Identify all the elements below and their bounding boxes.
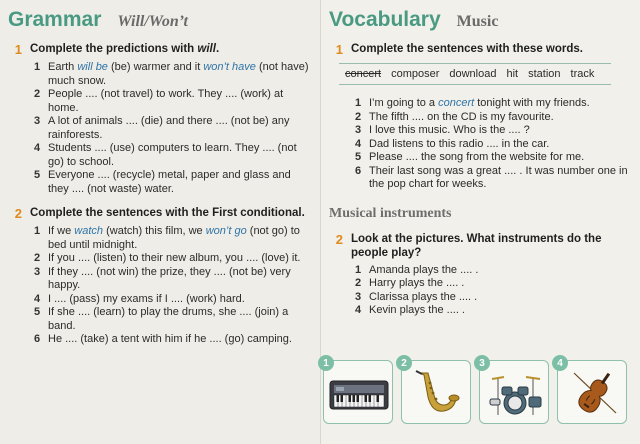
section-title: Musical instruments <box>329 205 452 221</box>
answer-text: concert <box>438 97 475 109</box>
grammar-subtitle: Will/Won’t <box>117 13 188 30</box>
list-item: 1 I’m going to a concert tonight with my friends. <box>355 97 590 109</box>
exercise-number: 2 <box>14 206 22 221</box>
picture-badge: 1 <box>318 355 334 371</box>
list-item: 4 Students .... (use) computers to learn. They .... (not go) to school. <box>34 142 297 168</box>
list-item: 4 I .... (pass) my exams if I .... (work) hard. <box>34 292 245 305</box>
list-item: 5 Please .... the song from the website for me. <box>355 151 585 163</box>
list-item: 5 Everyone .... (recycle) metal, paper and glass and they .... (not waste) water. <box>34 169 291 195</box>
vocabulary-ex1-items <box>329 97 630 192</box>
list-item: 3 A lot of animals .... (die) and there .... (not be) any rainforests. <box>34 115 290 141</box>
list-item: 1 Earth will be (be) warmer and it won’t have (not have) much snow. <box>34 61 309 87</box>
exercise-instruction: Complete the predictions with will. <box>30 43 220 55</box>
saxophone-icon <box>406 369 468 419</box>
violin-icon <box>562 369 624 419</box>
word-hit: hit <box>506 68 519 80</box>
instruments-items <box>329 264 630 318</box>
answer-text: will be <box>77 61 108 73</box>
list-item: 6 Their last song was a great .... . It was number one in the pop chart for weeks. <box>355 164 628 190</box>
exercise-number: 2 <box>335 231 343 247</box>
exercise-instruction: Complete the sentences with the First conditional. <box>30 207 305 219</box>
list-item: 4 Kevin plays the .... . <box>355 304 465 316</box>
list-item: 1 Amanda plays the .... . <box>355 263 479 276</box>
word-station: station <box>528 68 561 80</box>
picture-badge: 3 <box>474 355 490 371</box>
answer-text: won’t go <box>205 225 247 237</box>
picture-violin <box>557 357 627 424</box>
instrument-pictures <box>323 357 627 424</box>
drum-kit-icon <box>484 369 546 419</box>
list-item: 2 The fifth .... on the CD is my favourite. <box>355 110 554 123</box>
list-item: 2 If you .... (listen) to their new album, you .... (love) it. <box>34 252 301 264</box>
exercise-instruction: Complete the sentences with these words. <box>351 43 583 55</box>
picture-badge: 2 <box>396 355 412 371</box>
exercise-instruction: Look at the pictures. What instruments do the people play? <box>351 232 602 259</box>
word-track: track <box>570 68 595 80</box>
list-item: 2 People .... (not travel) to work. They .... (work) at home. <box>34 88 284 114</box>
vocabulary-exercise-1 <box>329 42 630 57</box>
picture-badge: 4 <box>552 355 568 371</box>
grammar-heading <box>8 8 310 32</box>
picture-saxophone <box>401 357 471 424</box>
list-item: 3 I love this music. Who is the .... ? <box>355 124 530 136</box>
keyboard-icon <box>328 369 390 419</box>
list-item: 2 Harry plays the .... . <box>355 277 465 289</box>
list-item: 6 He .... (take) a tent with him if he .... (go) camping. <box>34 333 292 345</box>
answer-text: won’t have <box>203 61 256 73</box>
vocabulary-title: Vocabulary <box>329 8 441 31</box>
list-item: 1 If we watch (watch) this film, we won’t go (not go) to bed until midnight. <box>34 225 300 251</box>
grammar-ex2-items <box>8 225 310 347</box>
exercise-number: 1 <box>335 42 343 57</box>
grammar-exercise-1 <box>8 42 310 57</box>
vocabulary-page <box>320 0 640 444</box>
word-box <box>339 63 611 85</box>
word-composer: composer <box>391 68 440 80</box>
list-item: 4 Dad listens to this radio .... in the car. <box>355 137 550 150</box>
list-item: 3 If they .... (not win) the prize, they .... (not be) very happy. <box>34 265 291 291</box>
grammar-exercise-2 <box>8 206 310 221</box>
vocabulary-subtitle: Music <box>456 13 499 30</box>
picture-keyboard <box>323 357 393 424</box>
vocabulary-heading <box>329 8 630 32</box>
exercise-number: 1 <box>14 42 22 57</box>
word-download: download <box>449 68 497 80</box>
list-item: 3 Clarissa plays the .... . <box>355 290 478 303</box>
picture-drum-kit <box>479 357 549 424</box>
list-item: 5 If she .... (learn) to play the drums, she .... (join) a band. <box>34 306 289 332</box>
vocabulary-exercise-2 <box>329 232 630 260</box>
grammar-title: Grammar <box>8 8 102 31</box>
answer-text: watch <box>74 225 104 237</box>
word-concert: concert <box>345 68 382 80</box>
grammar-ex1-items <box>8 61 310 196</box>
